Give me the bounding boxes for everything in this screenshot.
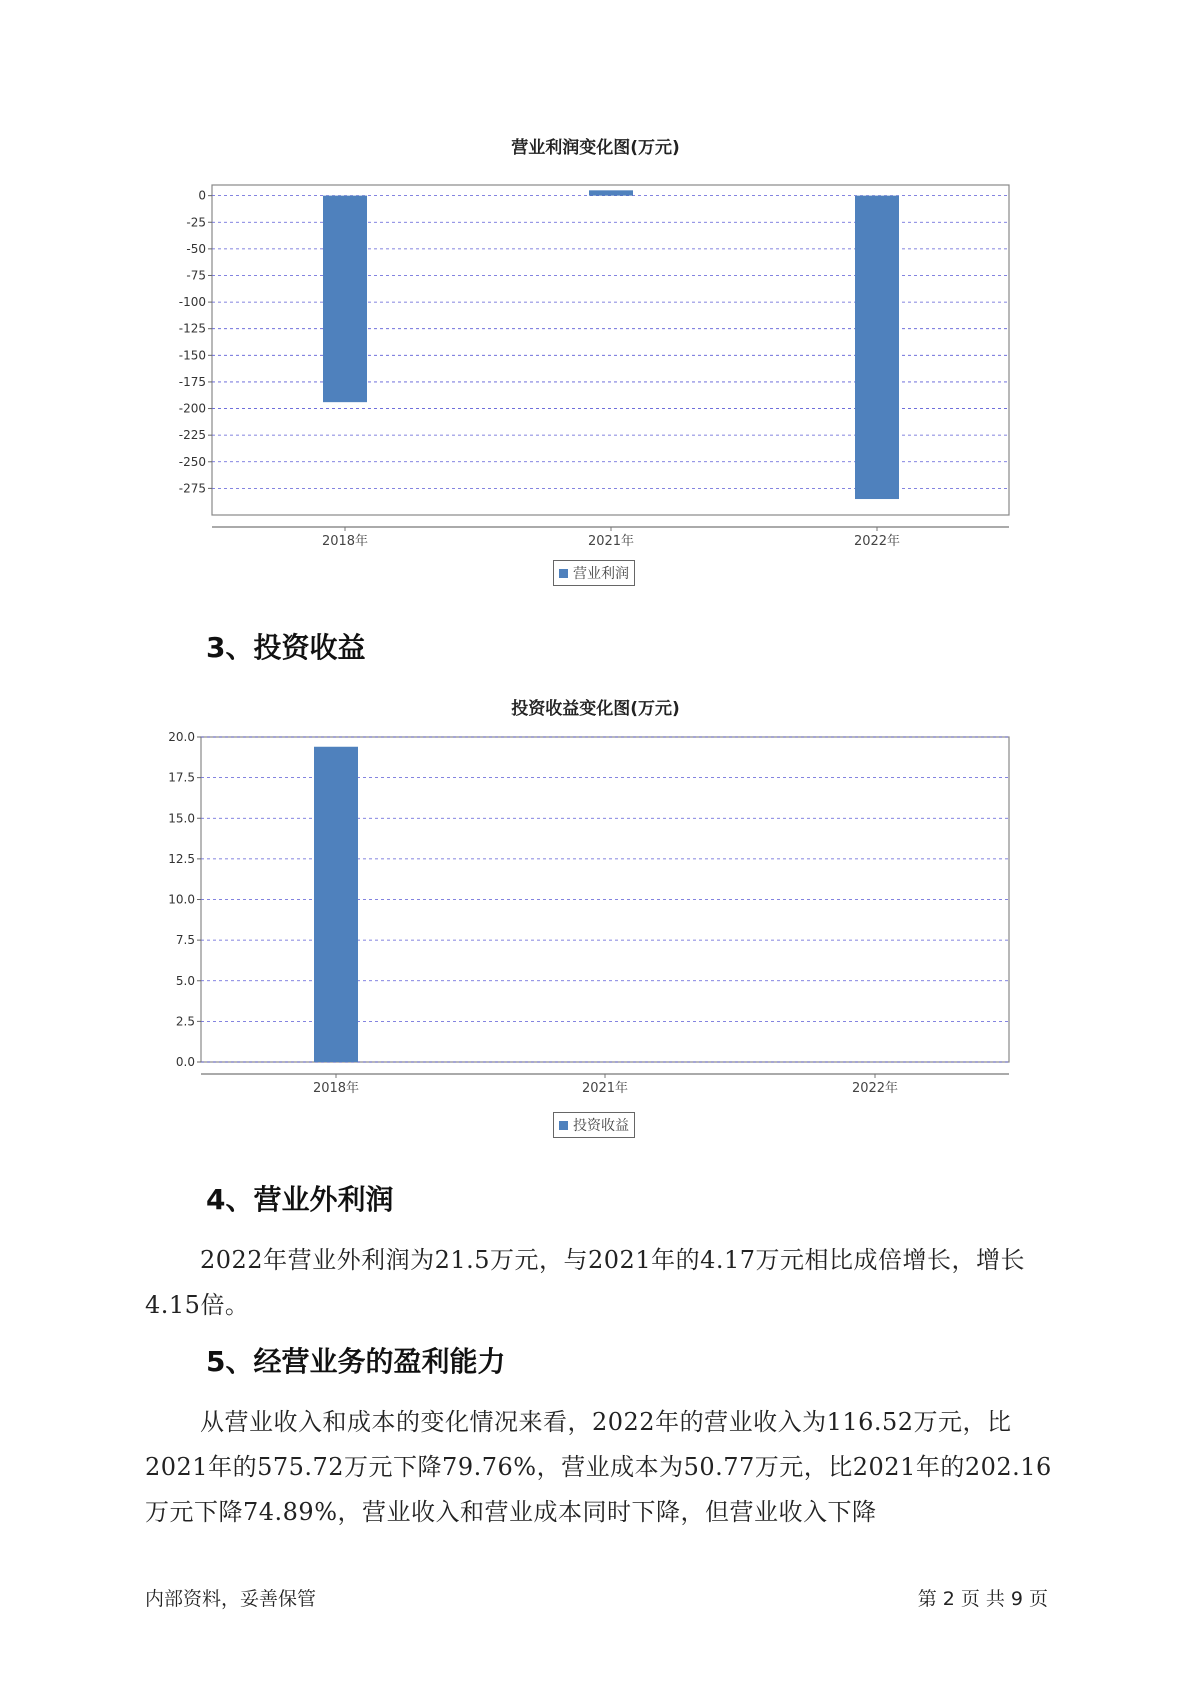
y-tick-label: 15.0 xyxy=(168,811,195,826)
chart2-legend-label: 投资收益 xyxy=(573,1118,629,1134)
page-current: 2 xyxy=(942,1588,955,1610)
y-tick-label: -50 xyxy=(186,241,206,256)
y-tick-label: 7.5 xyxy=(175,933,195,948)
y-tick-label: -75 xyxy=(186,268,206,283)
x-tick-label: 2018年 xyxy=(321,534,369,549)
x-tick-label: 2021年 xyxy=(581,1081,629,1096)
paragraph-profitability xyxy=(145,1400,1065,1535)
y-tick-label: -150 xyxy=(178,348,206,363)
paragraph-text: 从营业收入和成本的变化情况来看，2022年的营业收入为116.52万元，比2021年的575.72万元下降79.76%，营业成本为50.77万元，比2021年的202.16万元下降74.89%，营业收入和营业成本同时下降，但营业收入下降 xyxy=(145,1408,1052,1526)
x-tick-label: 2021年 xyxy=(587,534,635,549)
footer-page-number xyxy=(915,1584,1051,1611)
bar-2021年 xyxy=(589,190,633,195)
paragraph-non-operating-profit xyxy=(145,1238,1065,1328)
page-prefix: 第 xyxy=(917,1588,937,1610)
y-tick-label: -275 xyxy=(178,481,206,496)
chart2-legend xyxy=(553,1112,635,1138)
bar-2018年 xyxy=(314,747,358,1062)
investment-income-chart xyxy=(0,725,1191,1125)
y-tick-label: 2.5 xyxy=(175,1014,195,1029)
chart1-title: 营业利润变化图(万元) xyxy=(511,138,680,158)
page-mid: 页 共 xyxy=(960,1588,1005,1610)
y-tick-label: 20.0 xyxy=(168,730,195,744)
legend-swatch xyxy=(559,569,568,578)
paragraph-text: 2022年营业外利润为21.5万元，与2021年的4.17万元相比成倍增长，增长4.15倍。 xyxy=(145,1246,1026,1319)
bar-2022年 xyxy=(855,196,899,499)
y-tick-label: 17.5 xyxy=(168,770,195,785)
chart1-legend-label: 营业利润 xyxy=(573,566,629,582)
section-heading-profitability: 5、经营业务的盈利能力 xyxy=(206,1345,506,1378)
x-tick-label: 2018年 xyxy=(312,1081,360,1096)
y-tick-label: 12.5 xyxy=(168,851,195,866)
y-tick-label: 5.0 xyxy=(175,973,195,988)
section-heading-investment-income: 3、投资收益 xyxy=(206,631,366,664)
y-tick-label: -25 xyxy=(186,215,206,230)
y-tick-label: -225 xyxy=(178,428,206,443)
page-suffix: 页 xyxy=(1028,1588,1048,1610)
y-tick-label: -200 xyxy=(178,401,206,416)
y-tick-label: -175 xyxy=(178,374,206,389)
y-tick-label: 0.0 xyxy=(175,1055,195,1069)
chart1-legend xyxy=(553,560,635,586)
y-tick-label: -250 xyxy=(178,454,206,469)
page-total: 9 xyxy=(1010,1588,1023,1610)
bar-2018年 xyxy=(323,196,367,403)
chart2-title: 投资收益变化图(万元) xyxy=(511,699,680,719)
footer-confidential-note: 内部资料，妥善保管 xyxy=(145,1588,317,1610)
y-tick-label: -125 xyxy=(178,321,206,336)
section-heading-non-operating-profit: 4、营业外利润 xyxy=(206,1183,394,1216)
y-tick-label: -100 xyxy=(178,295,206,310)
x-tick-label: 2022年 xyxy=(851,1081,899,1096)
legend-swatch xyxy=(559,1121,568,1130)
y-tick-label: 0 xyxy=(198,188,206,203)
operating-profit-chart xyxy=(0,170,1191,690)
y-tick-label: 10.0 xyxy=(168,892,195,907)
x-tick-label: 2022年 xyxy=(853,534,901,549)
